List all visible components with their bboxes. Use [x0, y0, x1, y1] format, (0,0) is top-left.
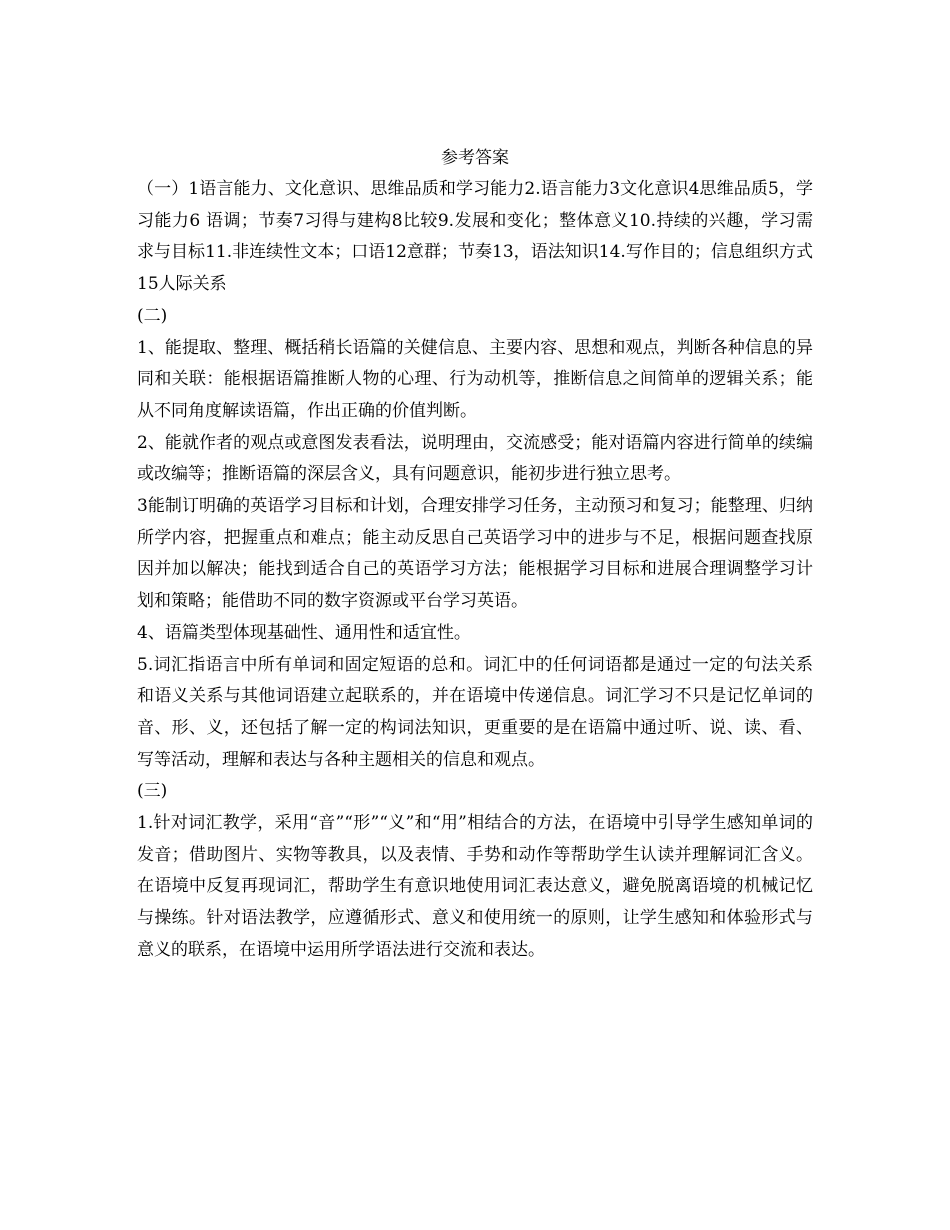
- section-2-heading: (二): [137, 305, 168, 326]
- document-page: [137, 142, 813, 967]
- section-1-answers: （一）1语言能力、文化意识、思维品质和学习能力2.语言能力3文化意识4思维品质5，学习能力6 语调；节奏7习得与建构8比较9.发展和变化；整体意义10.持续的兴趣，学习需求与目标11.非连续性文本；口语12意群；节奏13，语法知识14.写作目的；信息组织方式15人际关系: [137, 179, 813, 295]
- answer-paragraph: 5.词汇指语言中所有单词和固定短语的总和。词汇中的任何词语都是通过一定的句法关系和语义关系与其他词语建立起联系的，并在语境中传递信息。词汇学习不只是记忆单词的音、形、义，还包括了解一定的构词法知识，更重要的是在语篇中通过听、说、读、看、写等活动，理解和表达与各种主题相关的信息和观点。: [137, 654, 813, 770]
- section-3-heading: (三): [137, 781, 168, 802]
- answer-paragraph: 3能制订明确的英语学习目标和计划，合理安排学习任务，主动预习和复习；能整理、归纳所学内容，把握重点和难点；能主动反思自己英语学习中的进步与不足，根据问题查找原因并加以解决；能找到适合自己的英语学习方法；能根据学习目标和进展合理调整学习计划和策略；能借助不同的数字资源或平台学习英语。: [137, 496, 813, 612]
- page-title: 参考答案: [441, 148, 509, 168]
- answer-paragraph: 2、能就作者的观点或意图发表看法，说明理由，交流感受；能对语篇内容进行简单的续编或改编等；推断语篇的深层含义，具有问题意识，能初步进行独立思考。: [137, 432, 813, 485]
- answer-paragraph: 4、语篇类型体现基础性、通用性和适宜性。: [137, 622, 471, 643]
- answer-paragraph: 1.针对词汇教学，采用“音”“形”“义”和“用”相结合的方法，在语境中引导学生感知单词的发音；借助图片、实物等教具，以及表情、手势和动作等帮助学生认读并理解词汇含义。在语境中反复再现词汇，帮助学生有意识地使用词汇表达意义，避免脱离语境的机械记忆与操练。针对语法教学，应遵循形式、意义和使用统一的原则，让学生感知和体验形式与意义的联系，在语境中运用所学语法进行交流和表达。: [137, 813, 813, 960]
- answer-paragraph: 1、能提取、整理、概括稍长语篇的关健信息、主要内容、思想和观点，判断各种信息的异同和关联：能根据语篇推断人物的心理、行为动机等，推断信息之间简单的逻辑关系；能从不同角度解读语篇，作出正确的价值判断。: [137, 337, 813, 421]
